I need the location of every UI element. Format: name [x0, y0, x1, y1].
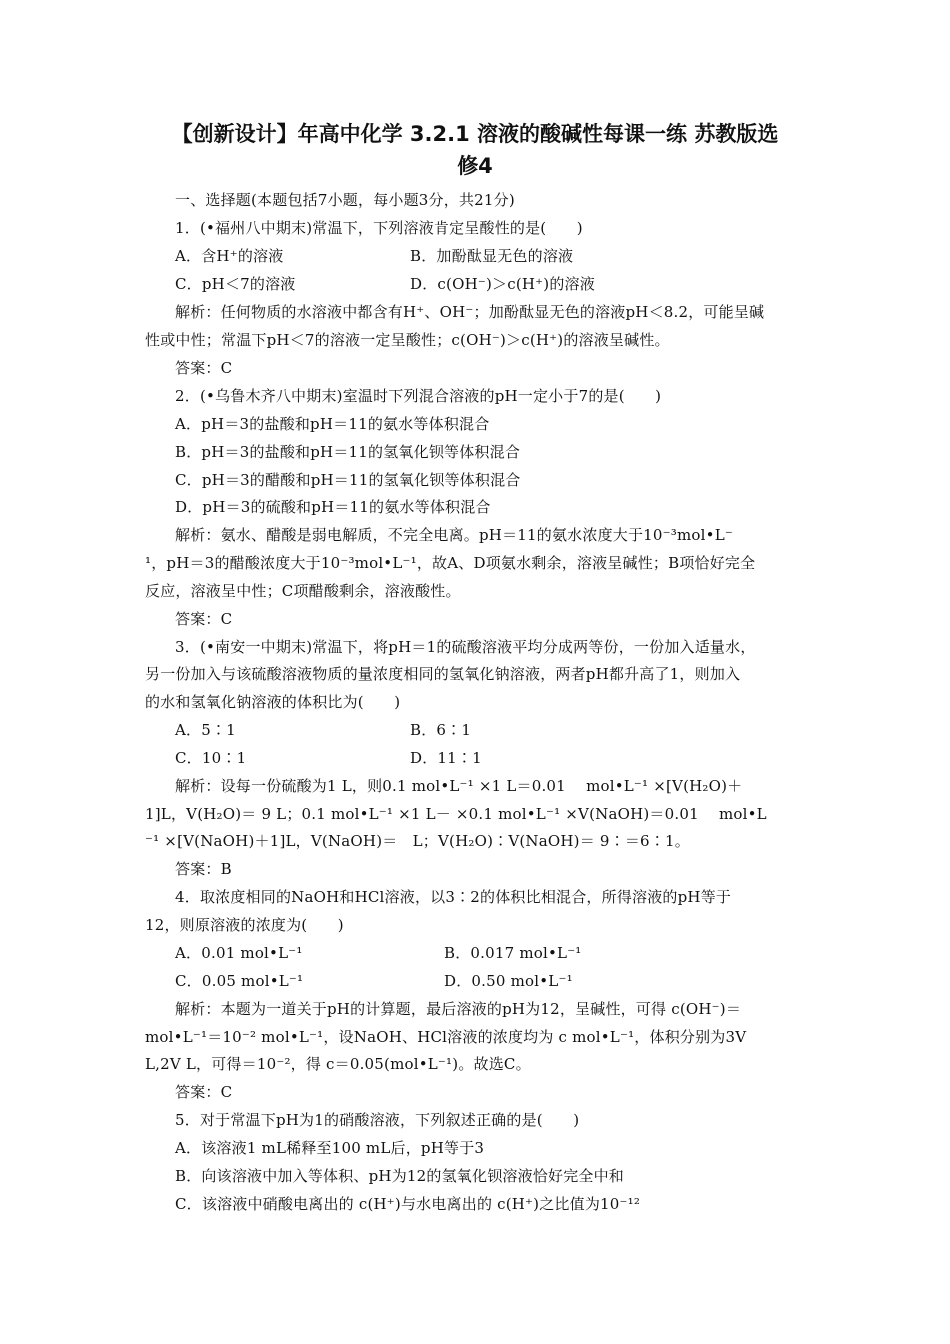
question-3-option-a: A．5∶1 — [175, 721, 236, 739]
question-3-answer: 答案：B — [175, 860, 232, 878]
question-2-option-a: A．pH＝3的盐酸和pH＝11的氨水等体积混合 — [175, 415, 490, 433]
question-2-option-d: D．pH＝3的硫酸和pH＝11的氨水等体积混合 — [175, 498, 491, 516]
question-3-option-d: D．11∶1 — [410, 749, 482, 767]
question-3-explanation-line-1: 解析：设每一份硫酸为1 L，则0.1 mol•L⁻¹ ×1 L＝0.01 mol•L⁻¹ ×[V(H₂O)＋ — [175, 777, 743, 795]
question-4-answer: 答案：C — [175, 1083, 233, 1101]
question-1-stem: 1．(•福州八中期末)常温下，下列溶液肯定呈酸性的是( ) — [175, 219, 583, 237]
question-2-option-c: C．pH＝3的醋酸和pH＝11的氢氧化钡等体积混合 — [175, 471, 521, 489]
question-3-explanation-line-2: 1]L，V(H₂O)＝ 9 L；0.1 mol•L⁻¹ ×1 L－ ×0.1 mol•L⁻¹ ×V(NaOH)＝0.01 mol•L — [145, 805, 767, 823]
question-5-option-a: A．该溶液1 mL稀释至100 mL后，pH等于3 — [175, 1139, 485, 1157]
question-4-explanation-line-2: mol•L⁻¹＝10⁻² mol•L⁻¹，设NaOH、HCl溶液的浓度均为 c mol•L⁻¹，体积分别为3V — [145, 1028, 747, 1046]
document-title-line-1: 【创新设计】年高中化学 3.2.1 溶液的酸碱性每课一练 苏教版选 — [171, 122, 779, 146]
question-1-answer: 答案：C — [175, 359, 233, 377]
question-4-option-b: B．0.017 mol•L⁻¹ — [444, 944, 582, 962]
question-1-option-a: A．含H⁺的溶液 — [175, 247, 284, 265]
question-3-stem-line-3: 的水和氢氧化钠溶液的体积比为( ) — [145, 693, 401, 711]
question-4-option-a: A．0.01 mol•L⁻¹ — [175, 944, 303, 962]
question-4-explanation-line-1: 解析：本题为一道关于pH的计算题，最后溶液的pH为12，呈碱性，可得 c(OH⁻)＝ — [175, 1000, 742, 1018]
question-1-explanation-line-1: 解析：任何物质的水溶液中都含有H⁺、OH⁻；加酚酞显无色的溶液pH＜8.2，可能呈碱 — [175, 303, 765, 321]
question-2-answer: 答案：C — [175, 610, 233, 628]
question-4-stem-line-1: 4．取浓度相同的NaOH和HCl溶液，以3∶2的体积比相混合，所得溶液的pH等于 — [175, 888, 732, 906]
question-3-stem-line-2: 另一份加入与该硫酸溶液物质的量浓度相同的氢氧化钠溶液，两者pH都升高了1，则加入 — [145, 665, 741, 683]
question-4-option-d: D．0.50 mol•L⁻¹ — [444, 972, 573, 990]
question-3-option-c: C．10∶1 — [175, 749, 247, 767]
question-1-option-c: C．pH＜7的溶液 — [175, 275, 296, 293]
document-title-line-2: 修4 — [457, 154, 493, 178]
question-4-option-c: C．0.05 mol•L⁻¹ — [175, 972, 304, 990]
question-5-option-c: C．该溶液中硝酸电离出的 c(H⁺)与水电离出的 c(H⁺)之比值为10⁻¹² — [175, 1195, 641, 1213]
question-4-stem-line-2: 12，则原溶液的浓度为( ) — [145, 916, 344, 934]
question-1-option-b: B．加酚酞显无色的溶液 — [410, 247, 574, 265]
question-3-stem-line-1: 3．(•南安一中期末)常温下，将pH＝1的硫酸溶液平均分成两等份，一份加入适量水， — [175, 638, 756, 656]
question-2-option-b: B．pH＝3的盐酸和pH＝11的氢氧化钡等体积混合 — [175, 443, 521, 461]
question-2-explanation-line-1: 解析：氨水、醋酸是弱电解质，不完全电离。pH＝11的氨水浓度大于10⁻³mol•L⁻ — [175, 526, 733, 544]
question-1-option-d: D．c(OH⁻)＞c(H⁺)的溶液 — [410, 275, 595, 293]
question-1-explanation-line-2: 性或中性；常温下pH＜7的溶液一定呈酸性；c(OH⁻)＞c(H⁺)的溶液呈碱性。 — [145, 331, 670, 349]
question-2-explanation-line-3: 反应，溶液呈中性；C项醋酸剩余，溶液酸性。 — [145, 582, 461, 600]
section-header: 一、选择题(本题包括7小题，每小题3分，共21分) — [175, 191, 515, 209]
question-2-stem: 2．(•乌鲁木齐八中期末)室温时下列混合溶液的pH一定小于7的是( ) — [175, 387, 662, 405]
question-3-option-b: B．6∶1 — [410, 721, 472, 739]
question-5-stem: 5．对于常温下pH为1的硝酸溶液，下列叙述正确的是( ) — [175, 1111, 580, 1129]
question-3-explanation-line-3: ⁻¹ ×[V(NaOH)＋1]L，V(NaOH)＝ L；V(H₂O)∶V(NaOH)＝ 9∶＝6∶1。 — [145, 832, 690, 850]
question-5-option-b: B．向该溶液中加入等体积、pH为12的氢氧化钡溶液恰好完全中和 — [175, 1167, 624, 1185]
question-4-explanation-line-3: L,2V L，可得＝10⁻²，得 c＝0.05(mol•L⁻¹)。故选C。 — [145, 1055, 531, 1073]
question-2-explanation-line-2: ¹，pH＝3的醋酸浓度大于10⁻³mol•L⁻¹，故A、D项氨水剩余，溶液呈碱性；B项恰好完全 — [145, 554, 756, 572]
